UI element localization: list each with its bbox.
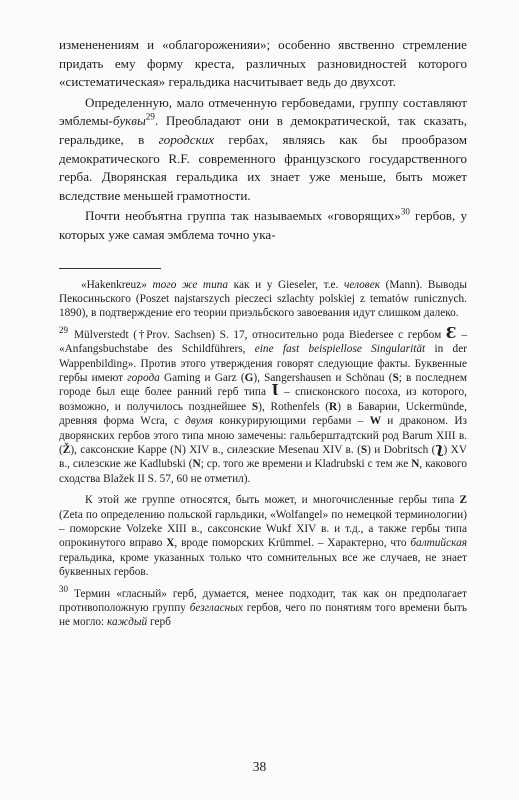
text-run-bold: S xyxy=(360,444,368,456)
page-body xyxy=(59,36,467,630)
text-run: , какового сходства Blažek II S. 57, 60 не отметил). xyxy=(59,458,467,485)
text-run: , вроде поморских Krümmel. – Характерно, что xyxy=(174,537,411,550)
text-run-bold: X xyxy=(166,537,175,550)
text-run-italic: того же типа xyxy=(152,278,229,291)
text-run: – «Anfangsbuchstabe des Schildführers, xyxy=(59,328,467,356)
paragraph-3 xyxy=(59,207,467,244)
text-run-bold: W xyxy=(369,415,382,428)
text-run: . Преобладают они в демократической, так сказать, геральдике, в xyxy=(59,113,467,147)
text-run: Термин «гласный» герб, думается, менее подходит, так как он предполагает противоположную группу xyxy=(59,587,467,615)
text-run-bold: Z xyxy=(459,494,467,507)
footnote-number: 30 xyxy=(59,583,68,594)
footnote-number: 29 xyxy=(59,324,68,335)
footnotes xyxy=(59,278,467,630)
text-run-italic: безгласных xyxy=(189,602,243,615)
text-run-bold: S xyxy=(392,371,399,384)
crozier-emblem-icon: Ɩ xyxy=(271,381,279,400)
text-run-italic: двумя xyxy=(185,415,213,428)
footnote-ref-29: 29 xyxy=(145,112,155,123)
text-run-italic: балтийская xyxy=(410,537,467,550)
text-run-italic: буквы xyxy=(112,113,146,129)
text-run-italic: человек xyxy=(343,278,381,291)
text-run: – списконского посоха, из которого, возможно, и получилось позднейшее xyxy=(59,386,468,413)
text-run: (Mann). Выводы Пекосиньского (Poszet najstarszych pieczeci szlachty polskiej z tematów runicznych. 1890), в подтверждение его теории приэльбского завоевания идут слишком далеко. xyxy=(59,278,467,320)
text-run: гербах, являясь как бы прообразом демократического R.F. современного французского государственного герба. Дворянская геральдика их знает уже меньше, быть может вследствие меньшей грамотности. xyxy=(59,131,467,203)
text-run-bold: Ž xyxy=(62,444,71,456)
text-run: ), саксонские Kappe (N) XIV в., силезские Mesenau XIV в. ( xyxy=(70,444,361,456)
text-run-italic: eine fast beispiellose Singularität xyxy=(254,343,426,356)
text-run: ; в последнем городе был еще более ранний герб типа xyxy=(59,371,467,399)
text-run: гербов, у которых уже самая эмблема точно ука- xyxy=(59,208,467,242)
footnote-separator xyxy=(59,268,161,269)
text-run: Mülverstedt (†Prov. Sachsen) S. 17, относительно рода Biedersee с гербом xyxy=(74,328,446,341)
text-run-bold: R xyxy=(329,400,338,413)
letter-e-emblem-icon: Ɛ xyxy=(445,323,457,342)
text-run-bold: G xyxy=(244,371,254,384)
text-run-bold: N xyxy=(411,458,420,471)
paragraph-2 xyxy=(59,94,467,206)
text-run-bold: S xyxy=(251,400,259,413)
text-run: К этой же группе относятся, быть может, и многочисленные гербы типа xyxy=(85,494,460,507)
text-run: «Hakenkreuz» xyxy=(81,278,153,291)
footnote-29 xyxy=(59,323,468,486)
text-run: Определенную, мало отмеченную гербоведами, группу составляют эмблемы- xyxy=(59,94,467,129)
text-run: Почти необъятна группа так называемых «говорящих» xyxy=(85,208,401,224)
footnote-ref-30: 30 xyxy=(400,206,410,217)
text-run: ), Sangershausen и Schönau ( xyxy=(253,371,393,384)
text-run: измененениям и «облагороженияи»; особенно явственно стремление придать ему форму креста, различных разновидностей которого «систематическая» геральдика насчитывает ведь до двухсот. xyxy=(59,37,467,90)
footnote-29-paragraph-2 xyxy=(59,493,467,579)
text-run: in der Wappenbilding». Против этого утверждения говорят следующие факты. Буквенные гербы имеют xyxy=(59,343,467,384)
text-run-italic: города xyxy=(127,371,160,384)
text-run: (Zeta по определению польской гарльдики, «Wolfangel» по немецкой терминологии) – поморские Volzeke XIII в., саксонские Wukf XIV в. и т.д., а также гербы типа опрокинутого вправо xyxy=(59,508,467,550)
text-run: ) в Баварии, Uckermünde, древняя форма Wcra, с xyxy=(59,400,467,428)
text-run: гербов, чего по понятиям того времени быть не могло: xyxy=(59,602,467,629)
hook-emblem-icon: ʅ xyxy=(435,439,444,457)
text-run-italic: каждый xyxy=(107,616,148,629)
text-run: как и у Gieseler, т.е. xyxy=(228,278,344,291)
text-run: конкурирующими гербами – xyxy=(212,415,370,428)
text-run: ; ср. того же времени и Kladrubski с тем же xyxy=(200,458,412,471)
text-run-bold: N xyxy=(192,458,201,471)
main-text xyxy=(59,36,467,245)
page-number: 38 xyxy=(252,759,267,774)
footnote-30 xyxy=(59,583,467,630)
text-run: геральдика, кроме указанных только что сомнительных все же случаев, не знает буквенных гербов. xyxy=(59,551,467,579)
text-run: ) XV в., силезские же Kadlubski ( xyxy=(59,444,467,471)
paragraph-1 xyxy=(59,36,467,92)
text-run: герб xyxy=(147,616,171,629)
footnote-continuation xyxy=(59,278,467,321)
text-run: ) и Dobritsch ( xyxy=(367,444,436,456)
text-run-italic: городских xyxy=(158,131,215,147)
text-run: Gaming и Garz ( xyxy=(159,371,245,384)
text-run: и драконом. Из дворянских гербов этого типа мною замечены: гальберштадтский род Barum XIII в. ( xyxy=(59,415,467,456)
text-run: ), Rothenfels ( xyxy=(258,400,330,413)
